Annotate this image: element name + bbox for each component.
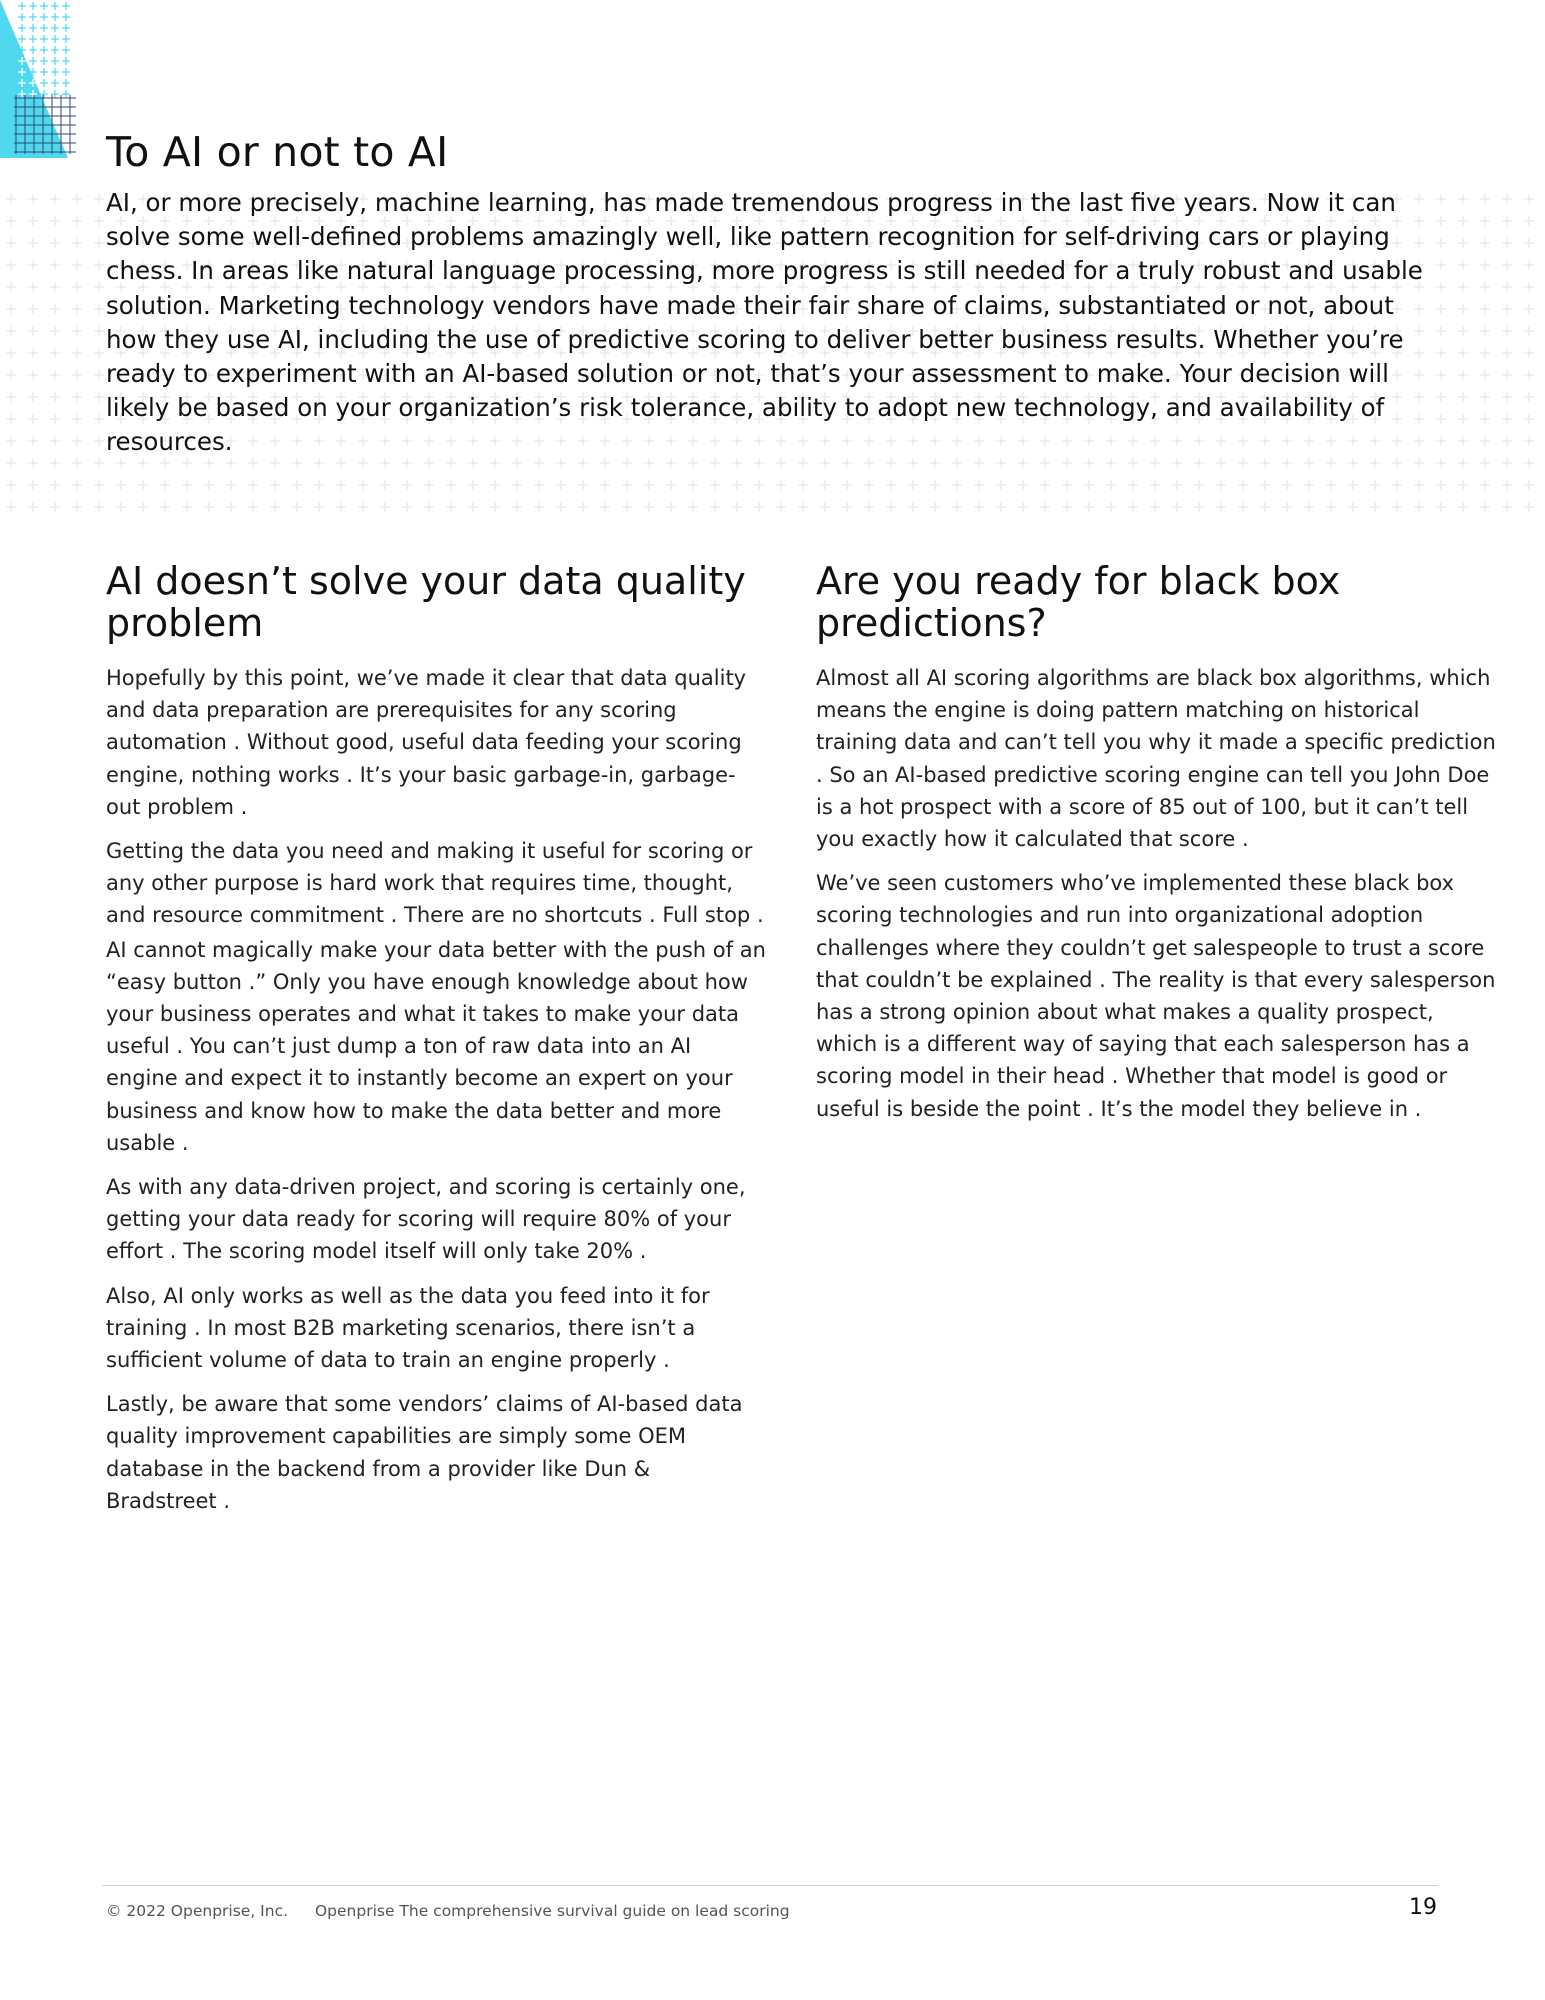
footer-divider [102,1885,1438,1886]
body-paragraph: Lastly, be aware that some vendors’ claims of AI-based data quality improvement capabilities are simply some OEM database in the backend from a provider like Dun & Bradstreet . [106,1392,743,1513]
section-heading-data-quality: AI doesn’t solve your data quality problem [106,559,746,645]
page-title: To AI or not to AI [106,128,449,176]
right-column-section [816,560,1496,1137]
footer-copyright: © 2022 Openprise, Inc. [106,1902,289,1920]
body-paragraph: Hopefully by this point, we’ve made it clear that data quality and data preparation are prerequisites for any scoring automation . Without good, useful data feeding your scoring engine, nothing works . It’s your basic garbage-in, garbage-out problem . [106,666,747,819]
body-paragraph: As with any data-driven project, and scoring is certainly one, getting your data ready for scoring will require 80% of your effort . The scoring model itself will only take 20% . [106,1175,746,1264]
footer-doc-title: Openprise The comprehensive survival guide on lead scoring [314,1902,790,1920]
corner-decoration-graphic [0,0,80,160]
body-paragraph: Getting the data you need and making it useful for scoring or any other purpose is hard work that requires time, thought, and resource commitment . There are no shortcuts . Full stop . [106,839,764,928]
body-paragraph: Also, AI only works as well as the data you feed into it for training . In most B2B marketing scenarios, there isn’t a sufficient volume of data to train an engine properly . [106,1283,710,1373]
page-number: 19 [1409,1895,1437,1920]
body-paragraph: AI cannot magically make your data better with the push of an “easy button .” Only you have enough knowledge about how your business operates and what it takes to make your data useful . You can’t just dump a ton of raw data into an AI engine and expect it to instantly become an expert on your business and know how to make the data better and more usable . [106,937,766,1155]
body-paragraph: Almost all AI scoring algorithms are black box algorithms, which means the engine is doing pattern matching on historical training data and can’t tell you why it made a specific prediction . So an AI-based predictive scoring engine can tell you John Doe is a hot prospect with a score of 85 out of 100, but it can’t tell you exactly how it calculated that score . [816,666,1496,852]
intro-paragraph: AI, or more precisely, machine learning, has made tremendous progress in the last five years. Now it can solve some well-defined problems amazingly well, like pattern recognition for self-driving cars or playing chess. In areas like natural language processing, more progress is still needed for a truly robust and usable solution. Marketing technology vendors have made their fair share of claims, substantiated or not, about how they use AI, including the use of predictive scoring to deliver better business results. Whether you’re ready to experiment with an AI-based solution or not, that’s your assessment to make. Your decision will likely be based on your organization’s risk tolerance, ability to adopt new technology, and availability of resources. [106,188,1423,457]
body-paragraph: We’ve seen customers who’ve implemented these black box scoring technologies and run into organizational adoption challenges where they couldn’t get salespeople to trust a score that couldn’t be explained . The reality is that every salesperson has a strong opinion about what makes a quality prospect, which is a different way of saying that each salesperson has a scoring model in their head . Whether that model is good or useful is beside the point . It’s the model they believe in . [816,871,1496,1121]
footer-text [106,1902,790,1920]
section-heading-black-box: Are you ready for black box predictions? [816,559,1341,645]
left-column-section [106,560,766,1529]
